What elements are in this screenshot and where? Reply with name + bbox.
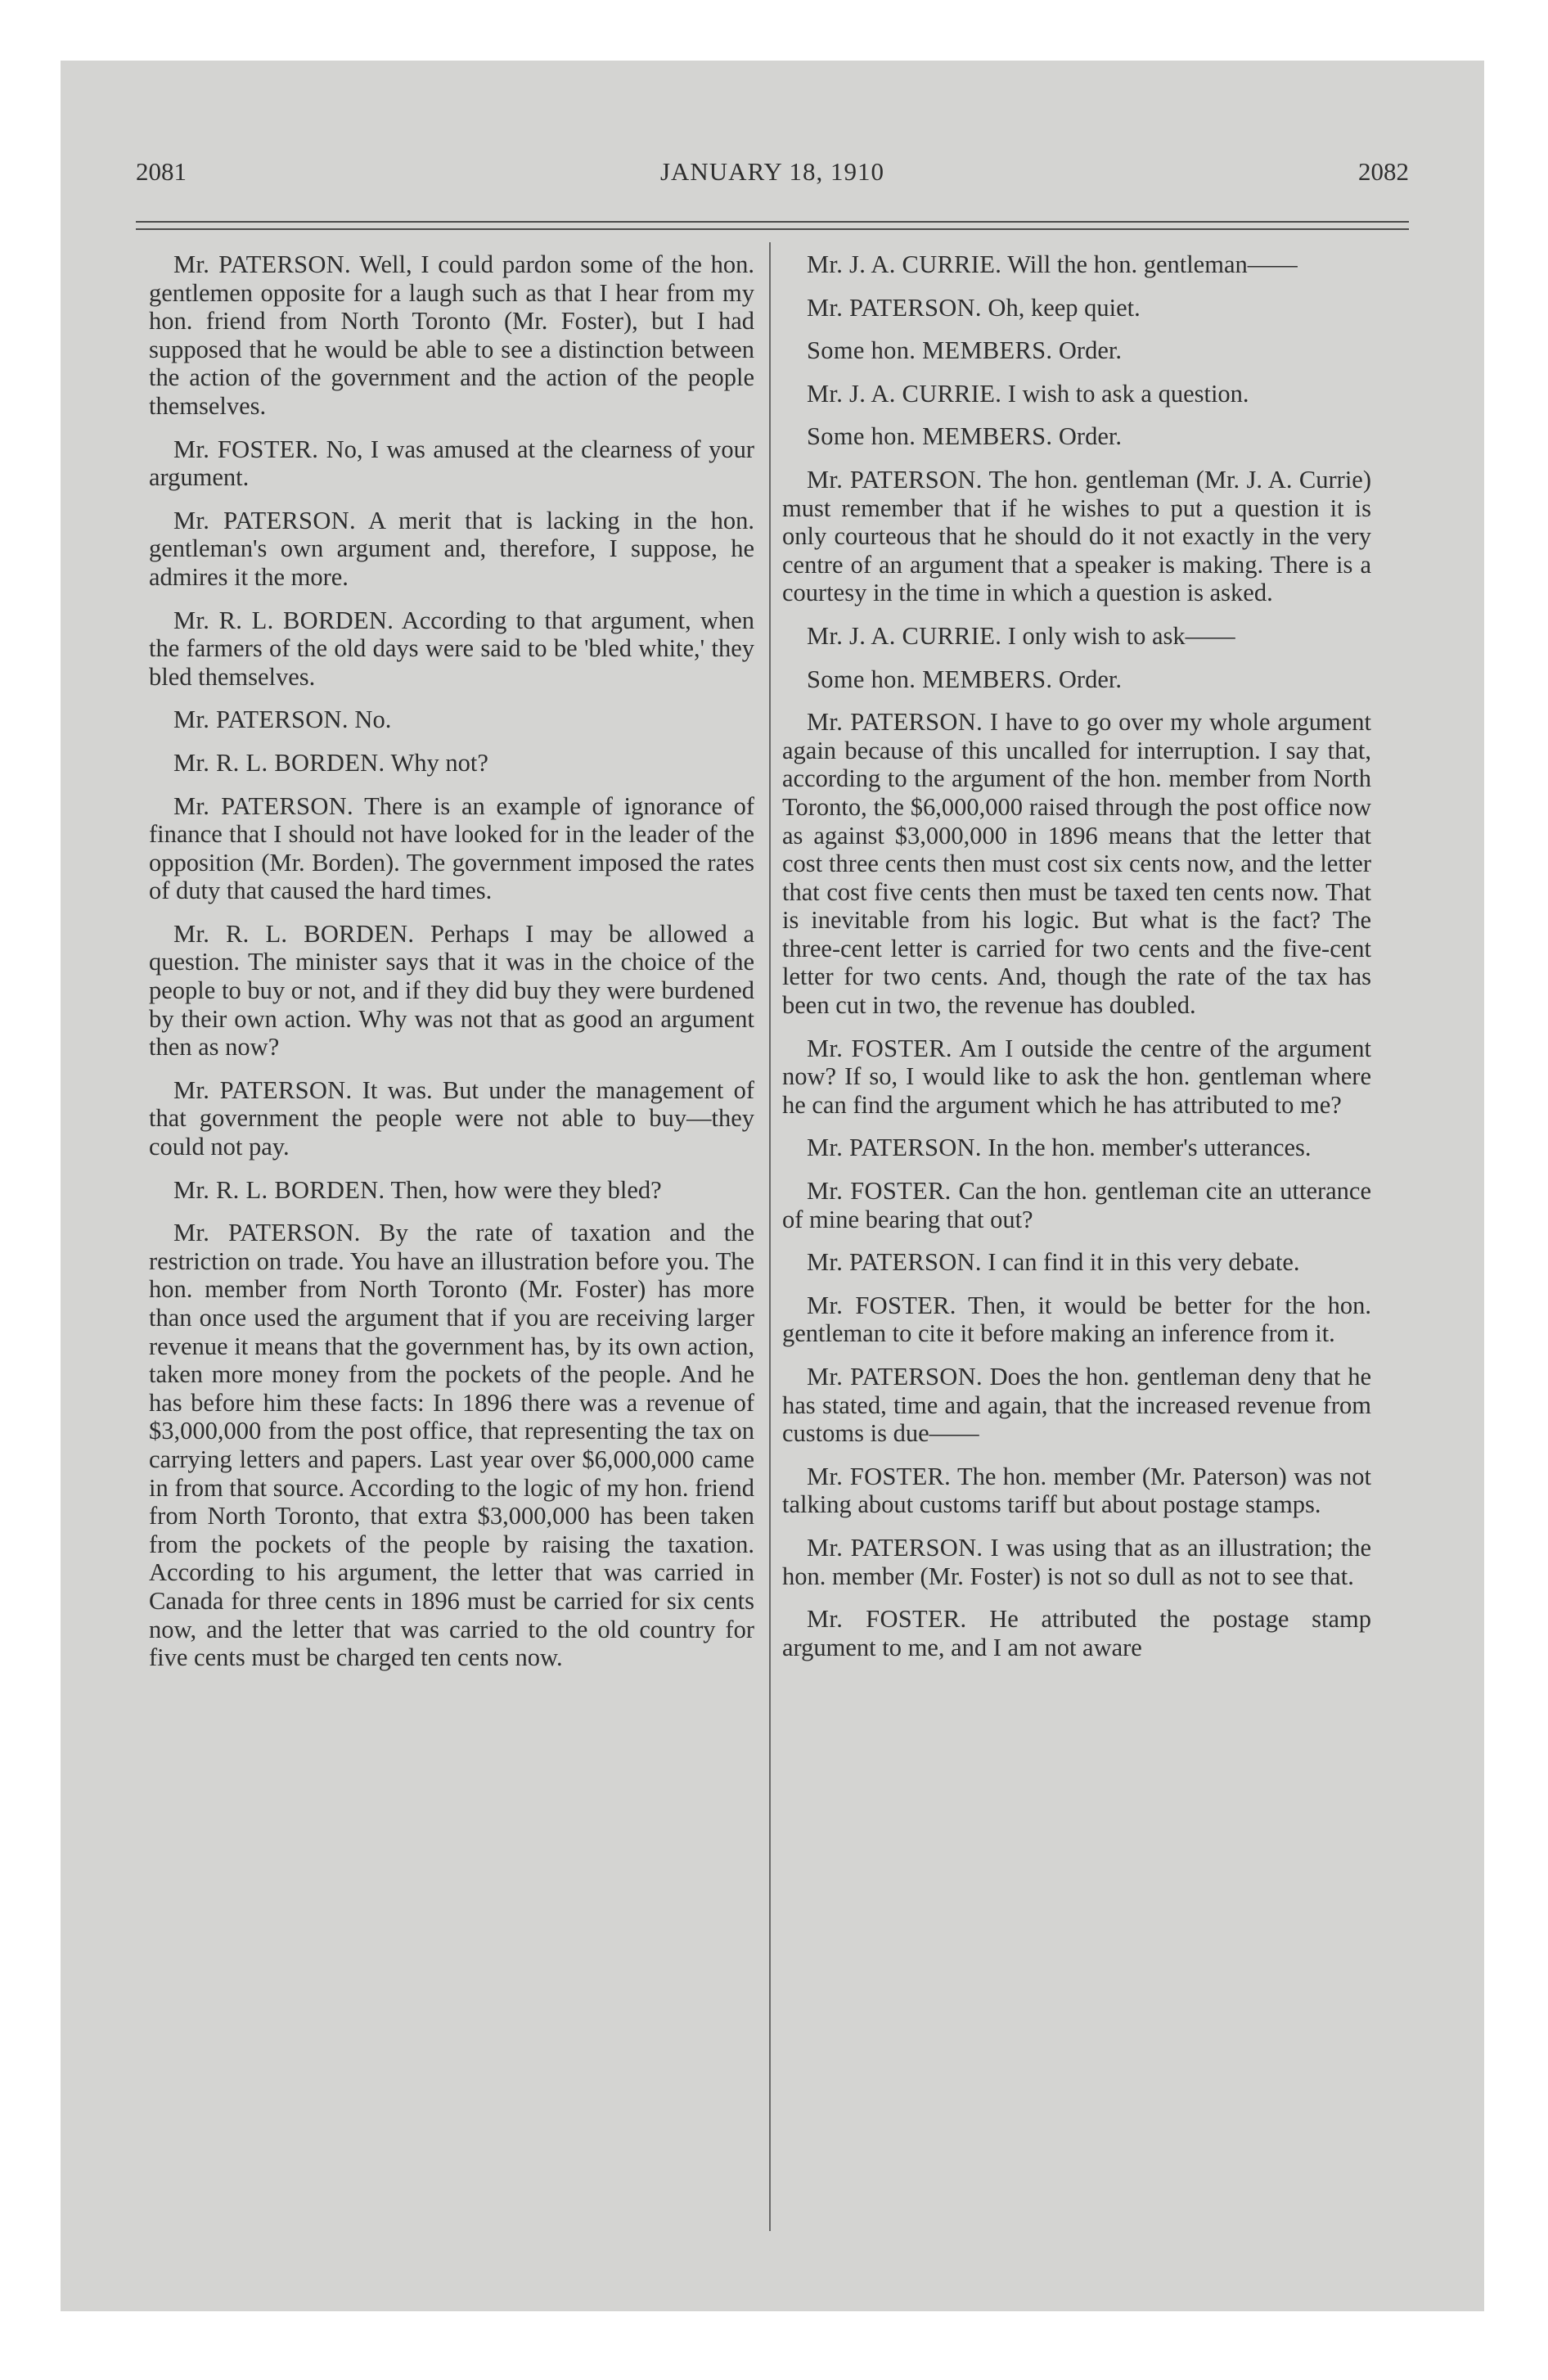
speaker-name: Mr. PATERSON. bbox=[173, 506, 356, 534]
speaker-name: Mr. PATERSON. bbox=[807, 293, 982, 322]
speaker-name: Mr. PATERSON. bbox=[173, 1075, 353, 1104]
speech-text: Well, I could pardon some of the hon. gentlemen opposite for a laugh such as that I hear from my hon. friend from North Toronto (Mr. Foster), but I had supposed that he would be able to see a distinction between the action of the government and the action of the people themselves. bbox=[149, 250, 754, 420]
speech-text: Order. bbox=[1058, 665, 1122, 693]
speaker-name: Mr. FOSTER. bbox=[807, 1291, 956, 1319]
speaker-name: Mr. PATERSON. bbox=[173, 705, 349, 734]
speech-text: I can find it in this very debate. bbox=[988, 1248, 1300, 1277]
speech-paragraph bbox=[149, 507, 754, 592]
speech-paragraph bbox=[782, 380, 1371, 408]
speech-paragraph bbox=[149, 1219, 754, 1672]
speech-paragraph bbox=[782, 422, 1371, 451]
speaker-name: Mr. PATERSON. bbox=[807, 1533, 983, 1562]
speech-text: No, I was amused at the clearness of your argument. bbox=[149, 435, 754, 492]
speaker-name: Mr. FOSTER. bbox=[173, 435, 319, 463]
speaker-name: Some hon. MEMBERS. bbox=[807, 665, 1053, 693]
speaker-name: Mr. R. L. BORDEN. bbox=[173, 748, 385, 777]
speaker-name: Some hon. MEMBERS. bbox=[807, 422, 1053, 451]
speaker-name: Mr. FOSTER. bbox=[807, 1605, 967, 1634]
speaker-name: Mr. R. L. BORDEN. bbox=[173, 919, 415, 948]
speech-text: Perhaps I may be allowed a question. The minister says that it was in the choice of the people to buy or not, and if they did buy they were burdened by their own action. Why was not that as good an argument then as now? bbox=[149, 919, 754, 1062]
speech-paragraph bbox=[149, 435, 754, 492]
page-number-right: 2082 bbox=[1358, 157, 1409, 186]
page-date-title: JANUARY 18, 1910 bbox=[659, 157, 885, 186]
speech-paragraph bbox=[782, 1463, 1371, 1519]
speech-paragraph bbox=[149, 250, 754, 421]
speech-paragraph bbox=[782, 250, 1371, 279]
speaker-name: Mr. J. A. CURRIE. bbox=[807, 621, 1002, 650]
document-page bbox=[61, 61, 1484, 2311]
speech-text: It was. But under the management of that government the people were not able to buy—they could not pay. bbox=[149, 1075, 754, 1161]
speech-paragraph bbox=[782, 1605, 1371, 1661]
speech-text: The hon. gentleman (Mr. J. A. Currie) must remember that if he wishes to put a question it is only courteous that he should do it not exactly in the very centre of an argument that a speaker is making. There is a courtesy in the time in which a question is asked. bbox=[782, 465, 1371, 607]
speech-paragraph bbox=[782, 466, 1371, 607]
speech-text: The hon. member (Mr. Paterson) was not talking about customs tariff but about postage stamps. bbox=[782, 1462, 1371, 1519]
header-rule bbox=[136, 221, 1409, 230]
speech-paragraph bbox=[782, 1177, 1371, 1233]
speaker-name: Mr. PATERSON. bbox=[173, 1219, 361, 1247]
speech-paragraph bbox=[149, 606, 754, 692]
speaker-name: Mr. PATERSON. bbox=[807, 1134, 982, 1162]
speech-paragraph bbox=[782, 336, 1371, 365]
speech-paragraph bbox=[149, 705, 754, 734]
speech-paragraph bbox=[782, 665, 1371, 694]
speech-text: A merit that is lacking in the hon. gentleman's own argument and, therefore, I suppose, he admires it the more. bbox=[149, 506, 754, 591]
speech-paragraph bbox=[782, 1534, 1371, 1590]
speech-text: Order. bbox=[1058, 336, 1122, 365]
speech-text: According to that argument, when the farmers of the old days were said to be 'bled white,' they bled themselves. bbox=[149, 606, 754, 691]
page-header bbox=[136, 157, 1409, 206]
speech-text: Oh, keep quiet. bbox=[988, 293, 1141, 322]
speech-paragraph bbox=[782, 1034, 1371, 1120]
speech-text: I only wish to ask—— bbox=[1007, 621, 1235, 650]
speech-paragraph bbox=[149, 749, 754, 778]
speaker-name: Mr. PATERSON. bbox=[807, 708, 983, 737]
speaker-name: Mr. PATERSON. bbox=[807, 1363, 983, 1391]
speaker-name: Mr. FOSTER. bbox=[807, 1177, 952, 1206]
right-column bbox=[782, 250, 1371, 2264]
column-divider bbox=[769, 242, 771, 2231]
speaker-name: Mr. R. L. BORDEN. bbox=[173, 606, 394, 634]
speech-text: Then, it would be better for the hon. gentleman to cite it before making an inference from it. bbox=[782, 1291, 1371, 1348]
speaker-name: Mr. PATERSON. bbox=[807, 465, 983, 494]
page-number-left: 2081 bbox=[136, 157, 187, 186]
speech-text: I was using that as an illustration; the hon. member (Mr. Foster) is not so dull as not to see that. bbox=[782, 1533, 1371, 1590]
speech-text: Then, how were they bled? bbox=[390, 1175, 662, 1204]
speaker-name: Mr. PATERSON. bbox=[173, 791, 353, 820]
speaker-name: Mr. FOSTER. bbox=[807, 1034, 952, 1062]
speech-text: Can the hon. gentleman cite an utterance of mine bearing that out? bbox=[782, 1177, 1371, 1233]
speaker-name: Some hon. MEMBERS. bbox=[807, 336, 1053, 365]
speaker-name: Mr. PATERSON. bbox=[807, 1248, 982, 1277]
speech-text: Order. bbox=[1058, 422, 1122, 451]
speech-paragraph bbox=[149, 920, 754, 1062]
speech-text: Does the hon. gentleman deny that he has stated, time and again, that the increased revenue from customs is due—— bbox=[782, 1363, 1371, 1448]
speech-paragraph bbox=[782, 622, 1371, 651]
speech-paragraph bbox=[149, 1176, 754, 1205]
left-column bbox=[149, 250, 754, 2264]
speech-paragraph bbox=[782, 1134, 1371, 1162]
speaker-name: Mr. R. L. BORDEN. bbox=[173, 1175, 385, 1204]
speech-text: Will the hon. gentleman—— bbox=[1007, 250, 1298, 278]
speech-paragraph bbox=[782, 1363, 1371, 1448]
speech-text: I wish to ask a question. bbox=[1007, 379, 1249, 408]
speech-paragraph bbox=[782, 294, 1371, 322]
speech-text: No. bbox=[354, 705, 392, 734]
speech-text: By the rate of taxation and the restriction on trade. You have an illustration before you. The hon. member from North Toronto (Mr. Foster) has more than once used the argument that if you are receiving larger revenue it means that the government has, by its own action, taken more money from the pockets of the people. And he has before him these facts: In 1896 there was a revenue of $3,000,000 from the post office, that representing the tax on carrying letters and papers. Last year over $6,000,000 came in from that source. According to the logic of my hon. friend from North Toronto, that extra $3,000,000 has been taken from the pockets of the people by raising the taxation. According to his argument, the letter that was carried in Canada for three cents in 1896 must be carried for six cents now, and the letter that was carried to the old country for five cents must be charged ten cents now. bbox=[149, 1219, 754, 1672]
speech-paragraph bbox=[149, 792, 754, 905]
speech-text: Am I outside the centre of the argument now? If so, I would like to ask the hon. gentleman where he can find the argument which he has attributed to me? bbox=[782, 1034, 1371, 1119]
speech-text: In the hon. member's utterances. bbox=[988, 1134, 1312, 1162]
speech-paragraph bbox=[782, 1248, 1371, 1277]
speech-paragraph bbox=[782, 1291, 1371, 1348]
speech-paragraph bbox=[782, 708, 1371, 1020]
speech-paragraph bbox=[149, 1076, 754, 1161]
speech-text: I have to go over my whole argument again because of this uncalled for interruption. I say that, according to the argument of the hon. member from North Toronto, the $6,000,000 raised through the post office now as against $3,000,000 in 1896 means that the letter that cost three cents then must cost six cents now, and the letter that cost five cents then must be taxed ten cents now. That is inevitable from his logic. But what is the fact? The three-cent letter is carried for two cents and the five-cent letter for two cents. And, though the rate of the tax has been cut in two, the revenue has doubled. bbox=[782, 708, 1371, 1020]
speech-text: He attributed the postage stamp argument to me, and I am not aware bbox=[782, 1605, 1371, 1661]
speaker-name: Mr. FOSTER. bbox=[807, 1462, 952, 1490]
speech-text: Why not? bbox=[390, 748, 488, 777]
speaker-name: Mr. J. A. CURRIE. bbox=[807, 250, 1002, 278]
speaker-name: Mr. J. A. CURRIE. bbox=[807, 379, 1002, 408]
speech-text: There is an example of ignorance of finance that I should not have looked for in the leader of the opposition (Mr. Borden). The government imposed the rates of duty that caused the hard times. bbox=[149, 791, 754, 905]
speaker-name: Mr. PATERSON. bbox=[173, 250, 351, 278]
